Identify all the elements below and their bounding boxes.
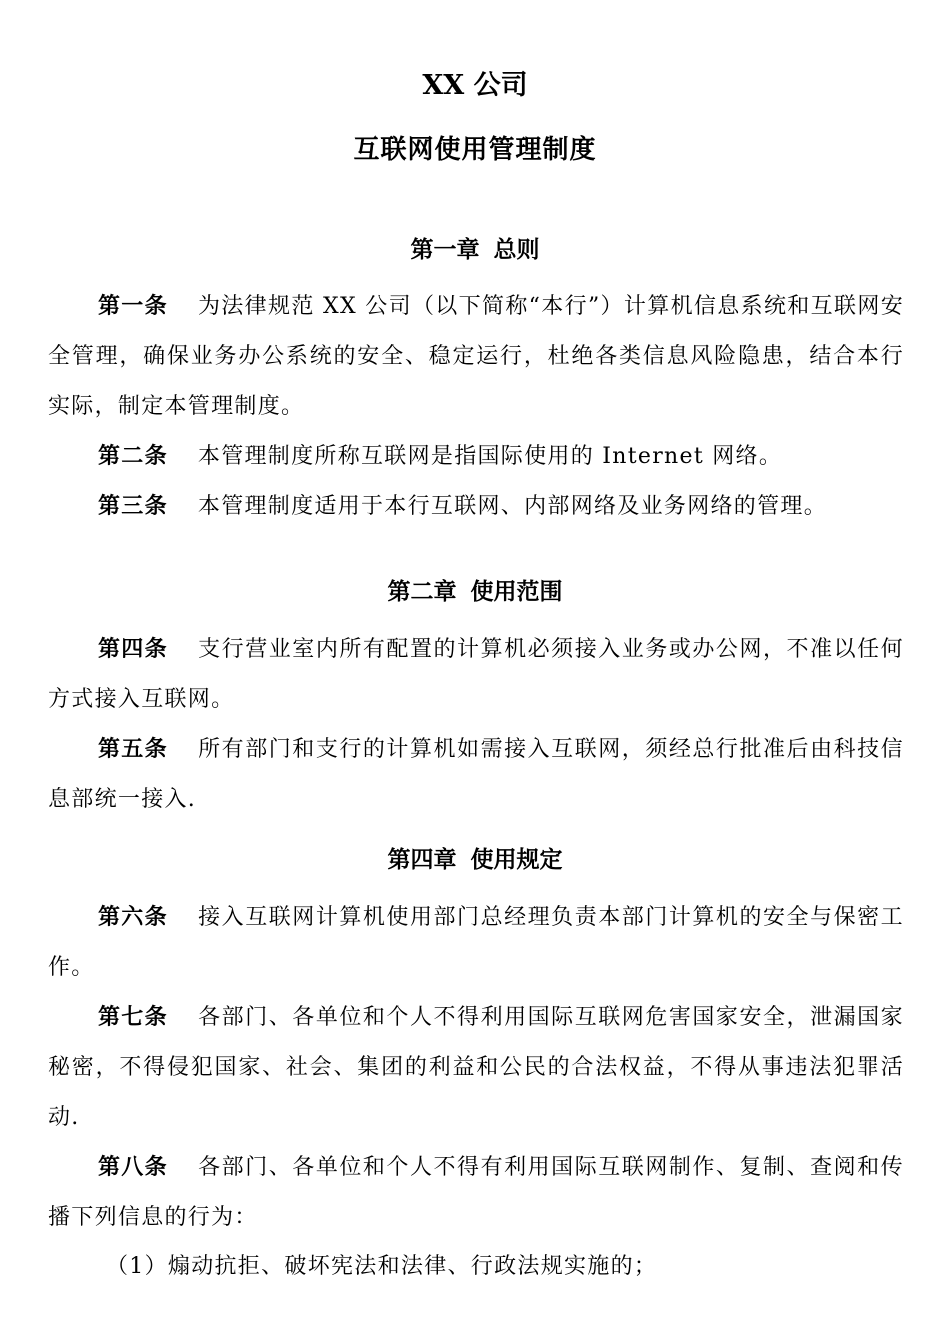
chapter-heading-1 — [0, 232, 950, 268]
article-text: 支行营业室内所有配置的计算机必须接入业务或办公网，不准以任何方式接入互联网。 — [48, 637, 904, 712]
list-item: （1）煽动抗拒、破坏宪法和法律、行政法规实施的； — [106, 1254, 658, 1279]
article-label: 第五条 — [98, 736, 168, 762]
article-label: 第七条 — [98, 1004, 168, 1030]
article-text: 为法律规范 XX 公司（以下简称“本行”）计算机信息系统和互联网安全管理，确保业务办公系统的安全、稳定运行，杜绝各类信息风险隐患，结合本行实际，制定本管理制度。 — [48, 294, 904, 419]
chapter-name: 使用规定 — [470, 846, 563, 873]
article-text: 本管理制度所称互联网是指国际使用的 Internet 网络。 — [197, 444, 783, 469]
article-4 — [48, 624, 904, 725]
document-title: XX 公司 — [422, 70, 528, 101]
chapter-number: 第四章 — [387, 846, 457, 873]
article-label: 第一条 — [98, 293, 168, 319]
article-label: 第八条 — [98, 1154, 168, 1180]
article-6 — [48, 892, 904, 993]
chapter-name: 总则 — [493, 236, 540, 263]
article-label: 第六条 — [98, 904, 168, 930]
article-text: 各部门、各单位和个人不得利用国际互联网危害国家安全，泄漏国家秘密，不得侵犯国家、社会、集团的利益和公民的合法权益，不得从事违法犯罪活动. — [48, 1005, 904, 1130]
article-1 — [48, 281, 904, 432]
article-text: 本管理制度适用于本行互联网、内部网络及业务网络的管理。 — [197, 494, 828, 519]
article-label: 第四条 — [98, 636, 168, 662]
chapter-heading-4 — [0, 842, 950, 878]
article-text: 所有部门和支行的计算机如需接入互联网，须经总行批准后由科技信息部统一接入. — [48, 737, 904, 812]
article-8 — [48, 1142, 904, 1243]
article-2 — [48, 431, 904, 482]
article-label: 第二条 — [98, 443, 168, 469]
document-subtitle: 互联网使用管理制度 — [353, 135, 597, 165]
chapter-heading-2 — [0, 574, 950, 610]
chapter-number: 第一章 — [410, 236, 480, 263]
chapter-number: 第二章 — [387, 578, 457, 605]
article-label: 第三条 — [98, 493, 168, 519]
article-text: 接入互联网计算机使用部门总经理负责本部门计算机的安全与保密工作。 — [48, 905, 904, 980]
article-5 — [48, 724, 904, 825]
chapter-name: 使用范围 — [470, 578, 563, 605]
article-7 — [48, 992, 904, 1143]
article-3 — [48, 481, 904, 532]
article-text: 各部门、各单位和个人不得有利用国际互联网制作、复制、查阅和传播下列信息的行为： — [48, 1155, 904, 1230]
